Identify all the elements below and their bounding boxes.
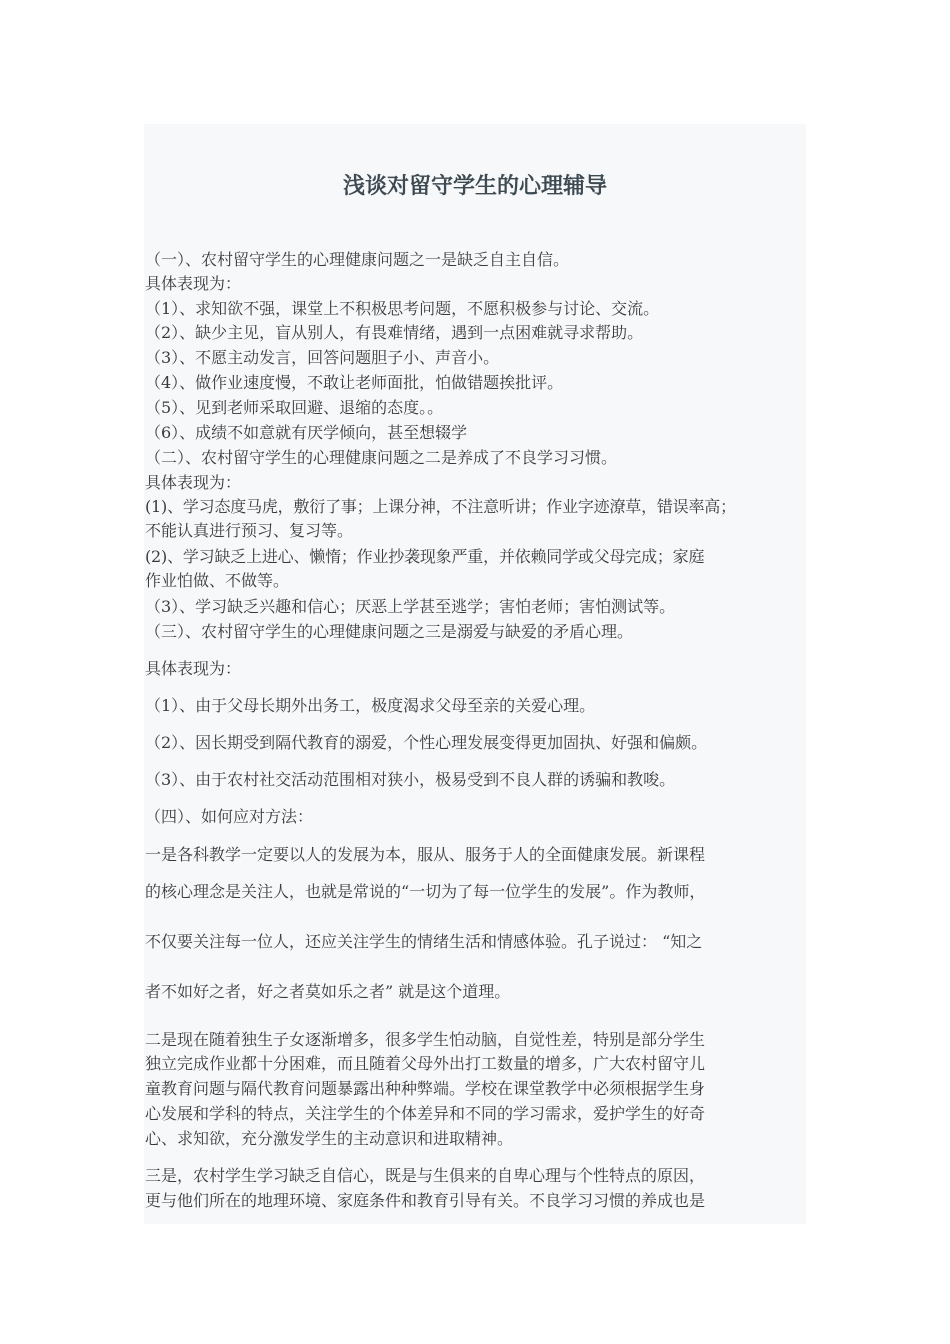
text-line: （四）、如何应对方法： bbox=[145, 807, 314, 826]
text-line: 三是，农村学生学习缺乏自信心，既是与生俱来的自卑心理与个性特点的原因， bbox=[145, 1166, 706, 1185]
text-line: （1）、求知欲不强，课堂上不积极思考问题，不愿积极参与讨论、交流。 bbox=[145, 299, 660, 318]
text-line: 一是各科教学一定要以人的发展为本，服从、服务于人的全面健康发展。新课程 bbox=[145, 845, 706, 864]
text-line: 作业怕做、不做等。 bbox=[145, 571, 290, 590]
text-line: 童教育问题与隔代教育问题暴露出种种弊端。学校在课堂教学中必须根据学生身 bbox=[145, 1079, 706, 1098]
text-line: （4）、做作业速度慢，不敢让老师面批，怕做错题挨批评。 bbox=[145, 373, 564, 392]
text-line: （2）、因长期受到隔代教育的溺爱，个性心理发展变得更加固执、好强和偏颇。 bbox=[145, 733, 708, 752]
text-line: （5）、见到老师采取回避、退缩的态度。。 bbox=[145, 398, 444, 417]
text-line: （一）、农村留守学生的心理健康问题之一是缺乏自主自信。 bbox=[145, 250, 570, 269]
text-line: （3）、由于农村社交活动范围相对狭小，极易受到不良人群的诱骗和教唆。 bbox=[145, 770, 676, 789]
text-line: 二是现在随着独生子女逐渐增多，很多学生怕动脑，自觉性差，特别是部分学生 bbox=[145, 1030, 706, 1049]
text-line: (2)、学习缺乏上进心、懒惰；作业抄袭现象严重，并依赖同学或父母完成；家庭 bbox=[145, 547, 705, 566]
text-line: 的核心理念是关注人，也就是常说的“一切为了每一位学生的发展”。作为教师， bbox=[145, 882, 706, 901]
text-line: （6）、成绩不如意就有厌学倾向，甚至想辍学 bbox=[145, 423, 468, 442]
text-line: 心、求知欲，充分激发学生的主动意识和进取精神。 bbox=[145, 1129, 514, 1148]
text-line: 具体表现为： bbox=[145, 274, 242, 293]
text-line: （二）、农村留守学生的心理健康问题之二是养成了不良学习习惯。 bbox=[145, 448, 618, 467]
text-line: 更与他们所在的地理环境、家庭条件和教育引导有关。不良学习习惯的养成也是 bbox=[145, 1191, 706, 1210]
text-line: 不仅要关注每一位人，还应关注学生的情绪生活和情感体验。孔子说过： “知之 bbox=[145, 932, 703, 951]
text-line: 具体表现为： bbox=[145, 659, 242, 678]
text-line: （3）、不愿主动发言，回答问题胆子小、声音小。 bbox=[145, 348, 500, 367]
text-line: （2）、缺少主见，盲从别人，有畏难情绪，遇到一点困难就寻求帮助。 bbox=[145, 323, 644, 342]
text-line: 心发展和学科的特点，关注学生的个体差异和不同的学习需求，爱护学生的好奇 bbox=[145, 1104, 706, 1123]
text-line: 具体表现为： bbox=[145, 473, 242, 492]
text-line: （3）、学习缺乏兴趣和信心；厌恶上学甚至逃学；害怕老师；害怕测试等。 bbox=[145, 597, 676, 616]
text-line: (1)、学习态度马虎，敷衍了事；上课分神，不注意听讲；作业字迹潦草，错误率高； bbox=[145, 497, 736, 516]
text-line: 独立完成作业都十分困难，而且随着父母外出打工数量的增多，广大农村留守儿 bbox=[145, 1054, 706, 1073]
document-title: 浅谈对留守学生的心理辅导 bbox=[342, 174, 607, 199]
text-line: 者不如好之者，好之者莫如乐之者” 就是这个道理。 bbox=[145, 982, 511, 1001]
text-line: （三）、农村留守学生的心理健康问题之三是溺爱与缺爱的矛盾心理。 bbox=[145, 622, 634, 641]
text-line: （1）、由于父母长期外出务工，极度渴求父母至亲的关爱心理。 bbox=[145, 696, 596, 715]
text-line: 不能认真进行预习、复习等。 bbox=[145, 521, 354, 540]
